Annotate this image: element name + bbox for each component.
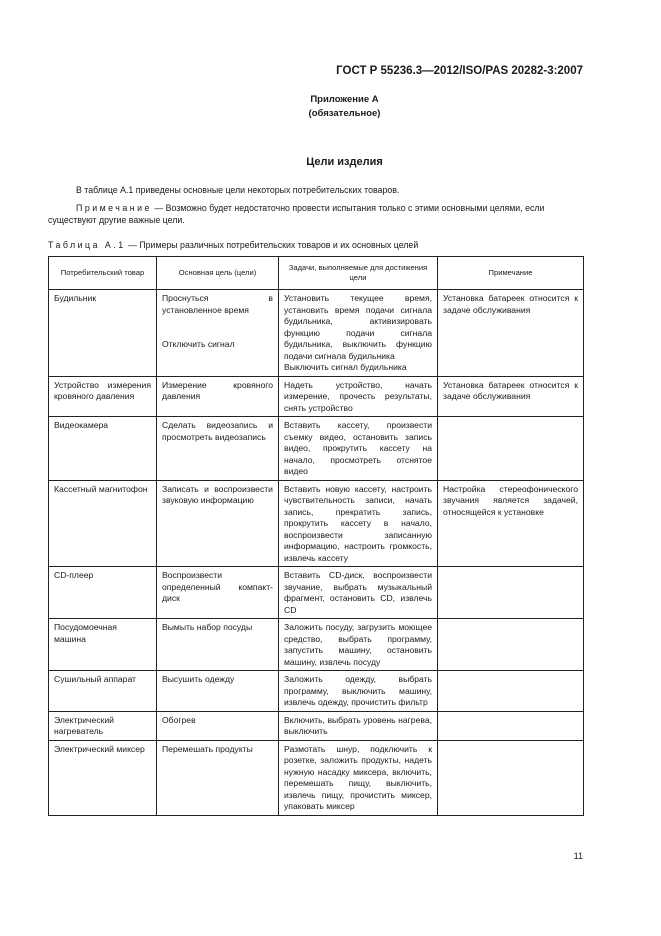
table-row: [49, 619, 584, 671]
cell-tasks-text-secondary: Выключить сигнал будильника: [284, 362, 407, 372]
cell-product: Устройство измерения кровяного давления: [49, 376, 157, 417]
cell-product: Электрический нагреватель: [49, 711, 157, 740]
cell-product: Кассетный магнитофон: [49, 480, 157, 567]
table-header-row: [49, 257, 584, 290]
page-number: 11: [573, 851, 583, 861]
cell-note: Установка батареек относится к задаче обслуживания: [438, 376, 584, 417]
document-standard-header: ГОСТ Р 55236.3—2012/ISO/PAS 20282-3:2007: [336, 65, 583, 77]
cell-goal-text: Проснуться в установленное время: [162, 293, 273, 315]
appendix-heading: [0, 93, 661, 121]
cell-tasks: Вставить CD-диск, воспроизвести звучание, выбрать музыкальный фрагмент, остановить CD, извлечь CD: [279, 567, 438, 619]
cell-goal: Обогрев: [157, 711, 279, 740]
table-row: [49, 671, 584, 712]
header-note: Примечание: [438, 257, 584, 290]
intro-paragraph: В таблице А.1 приведены основные цели некоторых потребительских товаров.: [76, 185, 400, 195]
cell-tasks: Заложить посуду, загрузить моющее средство, выбрать программу, запустить машину, остановить машину, извлечь посуду: [279, 619, 438, 671]
note-paragraph: [48, 202, 583, 226]
cell-note: [438, 671, 584, 712]
cell-tasks: Заложить одежду, выбрать программу, выключить машину, извлечь одежду, прочистить фильтр: [279, 671, 438, 712]
goals-table: [48, 256, 584, 816]
section-title: Цели изделия: [306, 156, 383, 168]
appendix-status: (обязательное): [308, 108, 381, 119]
header-tasks: Задачи, выполняемые для достижения цели: [279, 257, 438, 290]
table-row: [49, 290, 584, 377]
cell-note: Настройка стереофонического звучания является задачей, относящейся к установке: [438, 480, 584, 567]
table-caption: [48, 240, 418, 250]
table-row: [49, 740, 584, 815]
cell-goal-text-secondary: Отключить сигнал: [162, 339, 235, 349]
note-text: — Возможно будет недостаточно провести испытания только с этими основными целями, если существуют другие важные цели.: [48, 203, 545, 225]
table-caption-label: Таблица А.1: [48, 240, 126, 250]
cell-note: [438, 740, 584, 815]
cell-goal: Вымыть набор посуды: [157, 619, 279, 671]
cell-product: Посудомоечная машина: [49, 619, 157, 671]
table-caption-text: — Примеры различных потребительских товаров и их основных целей: [125, 240, 419, 250]
cell-goal: Сделать видеозапись и просмотреть видеозапись: [157, 417, 279, 481]
note-label: Примечание: [76, 203, 152, 213]
appendix-title: Приложение А: [310, 94, 379, 105]
table-row: [49, 711, 584, 740]
cell-tasks: Размотать шнур, подключить к розетке, заложить продукты, надеть нужную насадку миксера, включить, перемешать пищу, выключить, извлечь пищу, прочистить миксер, упаковать миксер: [279, 740, 438, 815]
cell-product: Будильник: [49, 290, 157, 377]
table-row: [49, 567, 584, 619]
cell-note: Установка батареек относится к задаче обслуживания: [438, 290, 584, 377]
cell-product: Видеокамера: [49, 417, 157, 481]
table-row: [49, 417, 584, 481]
cell-tasks: Надеть устройство, начать измерение, прочесть результаты, снять устройство: [279, 376, 438, 417]
cell-product: Электрический миксер: [49, 740, 157, 815]
header-goal: Основная цель (цели): [157, 257, 279, 290]
cell-goal: Воспроизвести определенный компакт-диск: [157, 567, 279, 619]
cell-goal: Записать и воспроизвести звуковую информацию: [157, 480, 279, 567]
cell-note: [438, 417, 584, 481]
cell-tasks: [279, 290, 438, 377]
cell-tasks: Вставить кассету, произвести съемку видео, остановить запись видео, прокрутить кассету на начало, просмотреть отснятое видео: [279, 417, 438, 481]
cell-product: CD-плеер: [49, 567, 157, 619]
header-product: Потребительский товар: [49, 257, 157, 290]
cell-tasks: Включить, выбрать уровень нагрева, выключить: [279, 711, 438, 740]
cell-goal: [157, 290, 279, 377]
table-row: [49, 376, 584, 417]
cell-goal: Перемешать продукты: [157, 740, 279, 815]
cell-goal: Высушить одежду: [157, 671, 279, 712]
cell-tasks-text: Установить текущее время, установить время подачи сигнала будильника, активизировать функцию подачи сигнала будильника, выключить функцию подачи сигнала будильника: [284, 293, 432, 361]
cell-note: [438, 619, 584, 671]
table-row: [49, 480, 584, 567]
cell-product: Сушильный аппарат: [49, 671, 157, 712]
cell-goal: Измерение кровяного давления: [157, 376, 279, 417]
cell-tasks: Вставить новую кассету, настроить чувствительность записи, начать запись, прекратить запись, прокрутить кассету в начало, воспроизвести записанную информацию, настроить громкость, извлечь кассету: [279, 480, 438, 567]
cell-note: [438, 711, 584, 740]
cell-note: [438, 567, 584, 619]
